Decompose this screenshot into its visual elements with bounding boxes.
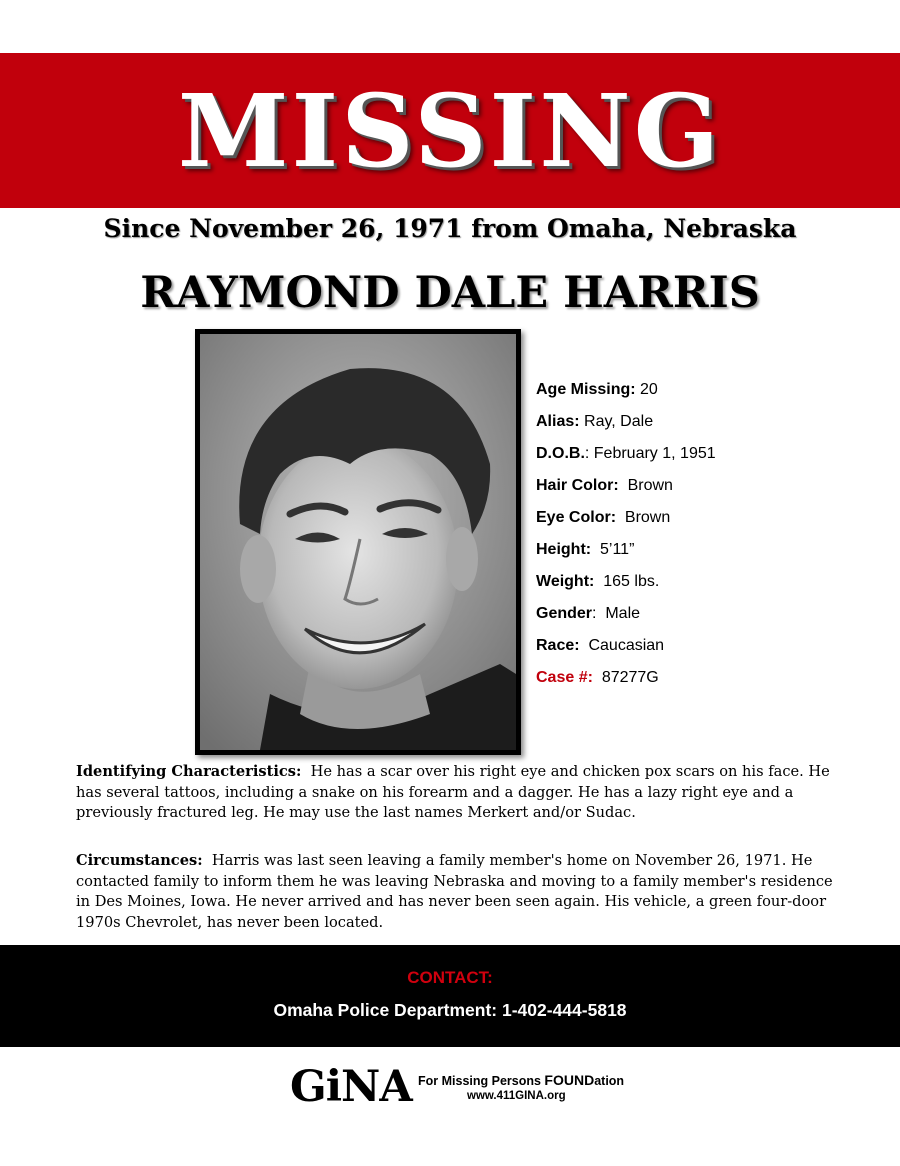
missing-banner (0, 53, 900, 208)
detail-case-number (536, 666, 716, 698)
detail-label: Race: (536, 637, 580, 654)
logo-tag-suffix: ation (594, 1074, 625, 1088)
circumstances-text: Harris was last seen leaving a family member's home on November 26, 1971. He contacted family to inform them he was leaving Nebraska and moving to a family member's residence in Des Moines, Iowa. He never arrived and has never been seen again. His vehicle, a green four-door 1970s Chevrolet, has never been located. (76, 852, 838, 931)
detail-label: Height: (536, 541, 592, 558)
logo-tagline (418, 1072, 624, 1088)
detail-label: Alias: (536, 413, 580, 430)
missing-since-line: Since November 26, 1971 from Omaha, Nebraska (103, 214, 797, 243)
circumstances-label: Circumstances: (76, 852, 203, 869)
portrait-image (200, 334, 516, 750)
detail-label: Weight: (536, 573, 595, 590)
contact-phone-line: Omaha Police Department: 1-402-444-5818 (273, 1000, 627, 1020)
detail-value: 87277G (592, 669, 659, 686)
detail-value: Brown (616, 509, 671, 526)
detail-dob (536, 442, 716, 474)
person-photo (195, 329, 521, 755)
detail-alias (536, 410, 716, 442)
banner-title: MISSING (177, 71, 723, 190)
detail-value: : February 1, 1951 (584, 445, 716, 462)
detail-value: 20 (635, 381, 658, 398)
gina-logo (290, 1064, 640, 1114)
logo-tag-strong: FOUND (544, 1072, 595, 1088)
person-name: RAYMOND DALE HARRIS (140, 268, 760, 318)
logo-url: www.411GINA.org (467, 1090, 566, 1102)
detail-label: Age Missing: (536, 381, 636, 398)
logo-wordmark: GiNA (290, 1062, 412, 1112)
identifying-characteristics (76, 762, 846, 824)
detail-hair-color (536, 474, 716, 506)
circumstances (76, 851, 846, 933)
contact-label: CONTACT: (407, 968, 493, 987)
detail-value: Caucasian (579, 637, 665, 654)
detail-label: D.O.B. (536, 445, 585, 462)
detail-value: 165 lbs. (594, 573, 660, 590)
detail-value: Brown (618, 477, 673, 494)
contact-footer (0, 945, 900, 1047)
details-list (536, 378, 716, 698)
detail-weight (536, 570, 716, 602)
detail-label: Hair Color: (536, 477, 619, 494)
detail-age-missing (536, 378, 716, 410)
detail-value: Ray, Dale (579, 413, 654, 430)
detail-value: : Male (592, 605, 641, 622)
logo-tag-prefix: For Missing Persons (418, 1074, 545, 1088)
identifying-label: Identifying Characteristics: (76, 763, 302, 780)
detail-label: Case #: (536, 669, 593, 686)
detail-eye-color (536, 506, 716, 538)
detail-label: Eye Color: (536, 509, 617, 526)
detail-gender (536, 602, 716, 634)
detail-race (536, 634, 716, 666)
detail-height (536, 538, 716, 570)
detail-value: 5’11” (591, 541, 635, 558)
identifying-text: He has a scar over his right eye and chicken pox scars on his face. He has several tattoos, including a snake on his forearm and a dagger. He has a lazy right eye and a previously fractured leg. He may use the last names Merkert and/or Sudac. (76, 763, 835, 821)
detail-label: Gender (536, 605, 593, 622)
